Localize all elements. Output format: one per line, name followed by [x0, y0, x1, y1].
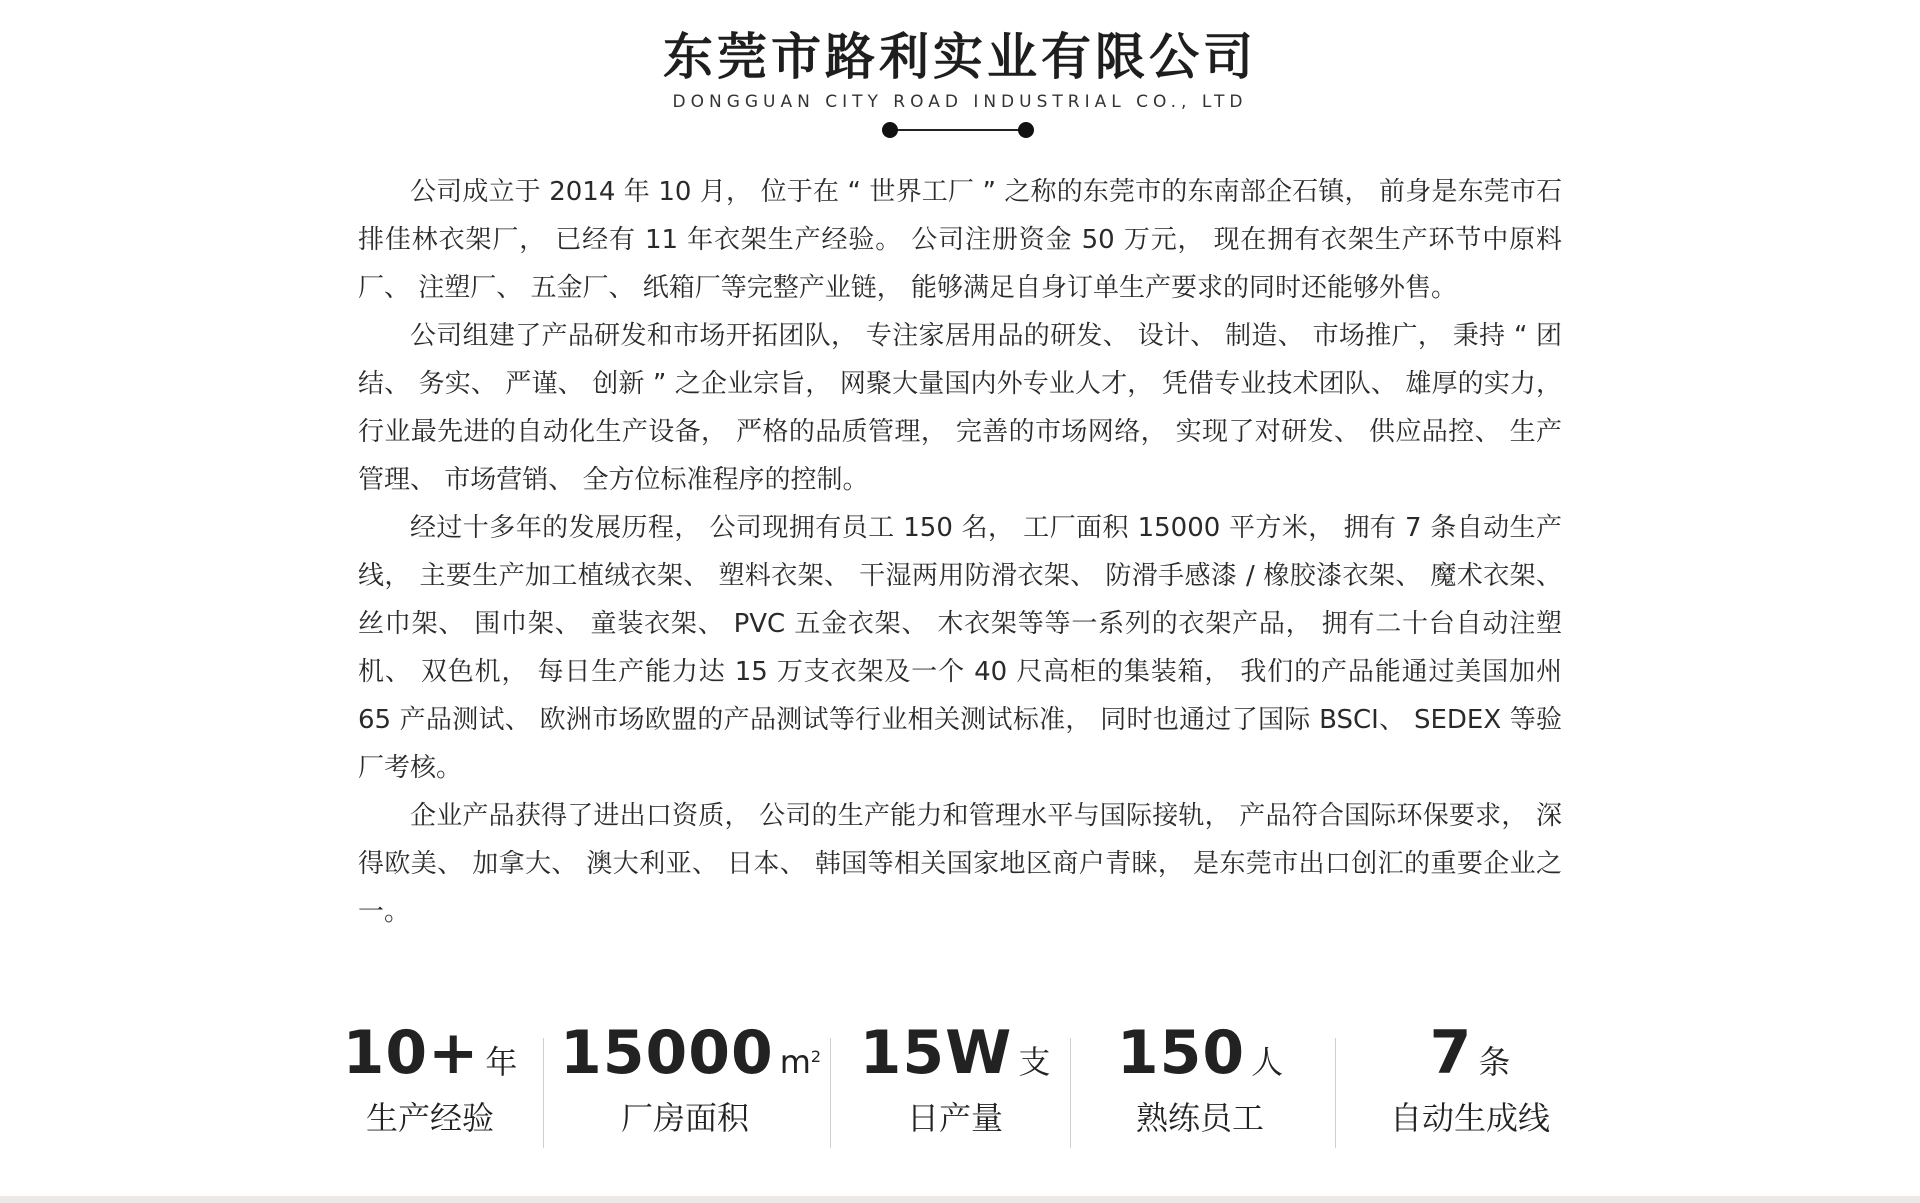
intro-paragraph-2: 公司组建了产品研发和市场开拓团队， 专注家居用品的研发、 设计、 制造、 市场推广， 秉持 “ 团结、 务实、 严谨、 创新 ” 之企业宗旨， 网聚大量国内外专业人才， 凭借专业技术团队、 雄厚的实力， 行业最先进的自动化生产设备， 严格的品质管理， 完善的市场网络， 实现了对研发、 供应品控、 生产管理、 市场营销、 全方位标准程序的控制。: [358, 321, 1562, 495]
stat-staff-unit: 人: [1251, 1043, 1284, 1081]
stat-factory-area-unit: $m^2$: [779, 1043, 822, 1081]
company-introduction: [358, 168, 1562, 936]
divider-line: [888, 129, 1028, 131]
stat-experience: [330, 1018, 530, 1148]
stat-separator: [830, 1038, 831, 1148]
stat-production-lines-value: 7: [1429, 1018, 1473, 1088]
stat-experience-unit: 年: [485, 1043, 518, 1081]
intro-paragraph-4: 企业产品获得了进出口资质， 公司的生产能力和管理水平与国际接轨， 产品符合国际环保要求， 深得欧美、 加拿大、 澳大利亚、 日本、 韩国等相关国家地区商户青睐， 是东莞市出口创汇的重要企业之一。: [358, 801, 1562, 927]
stat-daily-output-label: 日产量: [906, 1099, 1003, 1137]
stat-separator: [543, 1038, 544, 1148]
stat-staff: [1090, 1018, 1310, 1148]
stat-experience-label: 生产经验: [365, 1099, 494, 1137]
title-divider: [882, 122, 1034, 138]
stat-production-lines-unit: 条: [1478, 1043, 1511, 1081]
bottom-border: [0, 1196, 1920, 1203]
stat-daily-output-unit: 支: [1018, 1043, 1051, 1081]
stat-factory-area-value: 15000: [560, 1018, 774, 1088]
divider-dot-right: [1018, 122, 1034, 138]
stat-separator: [1070, 1038, 1071, 1148]
intro-paragraph-1: 公司成立于 2014 年 10 月， 位于在 “ 世界工厂 ” 之称的东莞市的东南部企石镇， 前身是东莞市石排佳林衣架厂， 已经有 11 年衣架生产经验。 公司注册资金 50 万元， 现在拥有衣架生产环节中原料厂、 注塑厂、 五金厂、 纸箱厂等完整产业链， 能够满足自身订单生产要求的同时还能够外售。: [358, 177, 1562, 303]
stat-staff-value: 150: [1116, 1018, 1246, 1088]
stat-factory-area-label: 厂房面积: [620, 1099, 749, 1137]
stat-production-lines-label: 自动生成线: [1389, 1099, 1550, 1137]
stat-daily-output: [855, 1018, 1055, 1148]
stat-daily-output-value: 15W: [859, 1018, 1013, 1088]
stat-factory-area: [560, 1018, 822, 1148]
stat-production-lines: [1360, 1018, 1580, 1148]
company-name-title: 东莞市路利实业有限公司: [663, 28, 1257, 86]
divider-dot-left: [882, 122, 898, 138]
stat-separator: [1335, 1038, 1336, 1148]
company-stats: [330, 1018, 1590, 1148]
intro-paragraph-3: 经过十多年的发展历程， 公司现拥有员工 150 名， 工厂面积 15000 平方米， 拥有 7 条自动生产线， 主要生产加工植绒衣架、 塑料衣架、 干湿两用防滑衣架、 防滑手感漆 / 橡胶漆衣架、 魔术衣架、 丝巾架、 围巾架、 童装衣架、 PVC 五金衣架、 木衣架等等一系列的衣架产品， 拥有二十台自动注塑机、 双色机， 每日生产能力达 15 万支衣架及一个 40 尺高柜的集装箱， 我们的产品能通过美国加州 65 产品测试、 欧洲市场欧盟的产品测试等行业相关测试标准， 同时也通过了国际 BSCI、 SEDEX 等验厂考核。: [358, 513, 1562, 783]
page-header: [0, 28, 1920, 112]
stat-factory-area-unit-sup: 2: [810, 1047, 822, 1066]
company-name-english: DONGGUAN CITY ROAD INDUSTRIAL CO., LTD: [672, 92, 1248, 112]
stat-staff-label: 熟练员工: [1135, 1099, 1264, 1137]
stat-experience-value: 10+: [342, 1018, 480, 1088]
